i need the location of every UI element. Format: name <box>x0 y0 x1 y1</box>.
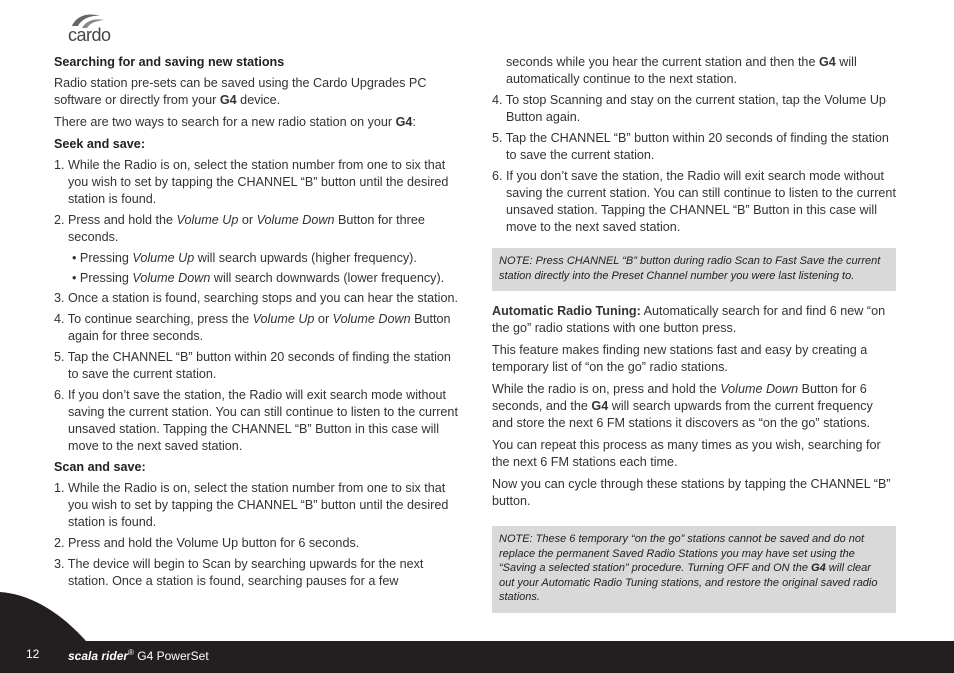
step-item: 5. Tap the CHANNEL “B” button within 20 seconds of finding the station to save the current station. <box>492 131 889 162</box>
note-box: NOTE: These 6 temporary “on the go” stations cannot be saved and do not replace the permanent Saved Radio Stations you may have set using the “Saving a selected station” procedure. Turning OFF and ON the G4 will clear out your Automatic Radio Tuning stations, and restore the original saved radio stations. <box>492 526 896 613</box>
step-item: 1. While the Radio is on, select the station number from one to six that you wish to set by tapping the CHANNEL “B” button until the desired station is found. <box>54 158 449 206</box>
step-item: 1. While the Radio is on, select the station number from one to six that you wish to set by tapping the CHANNEL “B” button until the desired station is found. <box>54 481 449 529</box>
bullet-item: • Pressing Volume Up will search upwards (higher frequency). <box>54 250 458 267</box>
cardo-logo <box>66 12 126 44</box>
note-box: NOTE: Press CHANNEL “B” button during radio Scan to Fast Save the current station directly into the Preset Channel number you were last listening to. <box>492 248 896 291</box>
left-column <box>54 54 458 594</box>
paragraph: Radio station pre-sets can be saved using the Cardo Upgrades PC software or directly from your G4 device. <box>54 76 427 107</box>
paragraph: There are two ways to search for a new radio station on your G4: <box>54 115 416 129</box>
right-column <box>492 54 896 613</box>
subheading-seek-save: Seek and save: <box>54 137 146 151</box>
product-name: scala rider® G4 PowerSet <box>68 648 209 663</box>
paragraph: You can repeat this process as many times as you wish, searching for the next 6 FM stations each time. <box>492 438 881 469</box>
step-item: 2. Press and hold the Volume Up button for 6 seconds. <box>54 536 360 550</box>
paragraph: Now you can cycle through these stations by tapping the CHANNEL “B” button. <box>492 477 891 508</box>
paragraph: While the radio is on, press and hold the Volume Down Button for 6 seconds, and the G4 will search upwards from the current frequency and store the next 6 FM stations it discovers as “on the go” stations. <box>492 382 873 430</box>
step-item: 2. Press and hold the Volume Up or Volume Down Button for three seconds. <box>54 213 425 244</box>
step-item: 6. If you don’t save the station, the Radio will exit search mode without saving the current station. You can still continue to listen to the current unsaved station. Tapping the CHANNEL “B” Button in this case will move to the next saved station. <box>492 169 896 234</box>
step-item: 5. Tap the CHANNEL “B” button within 20 seconds of finding the station to save the current station. <box>54 350 451 381</box>
paragraph: This feature makes finding new stations fast and easy by creating a temporary list of “on the go” radio stations. <box>492 343 868 374</box>
section-heading: Searching for and saving new stations <box>54 55 285 69</box>
cardo-wordmark: cardo <box>68 25 111 45</box>
page-number: 12 <box>26 647 40 661</box>
step-item: 3. Once a station is found, searching stops and you can hear the station. <box>54 291 458 305</box>
step-item: 3. The device will begin to Scan by searching upwards for the next station. Once a station is found, searching pauses for a few <box>54 557 424 588</box>
step-item: 4. To stop Scanning and stay on the current station, tap the Volume Up Button again. <box>492 93 886 124</box>
step-item: 6. If you don’t save the station, the Radio will exit search mode without saving the current station. You can still continue to listen to the current unsaved station. Tapping the CHANNEL “B” Button in this case will move to the next saved station. <box>54 388 458 453</box>
step-item: 4. To continue searching, press the Volume Up or Volume Down Button again for three seconds. <box>54 312 451 343</box>
bullet-item: • Pressing Volume Down will search downwards (lower frequency). <box>54 270 458 287</box>
paragraph: Automatic Radio Tuning: Automatically search for and find 6 new “on the go” radio stations with one button press. <box>492 304 886 335</box>
step-continuation: seconds while you hear the current station and then the G4 will automatically continue to the next station. <box>506 55 857 86</box>
subheading-scan-save: Scan and save: <box>54 460 146 474</box>
